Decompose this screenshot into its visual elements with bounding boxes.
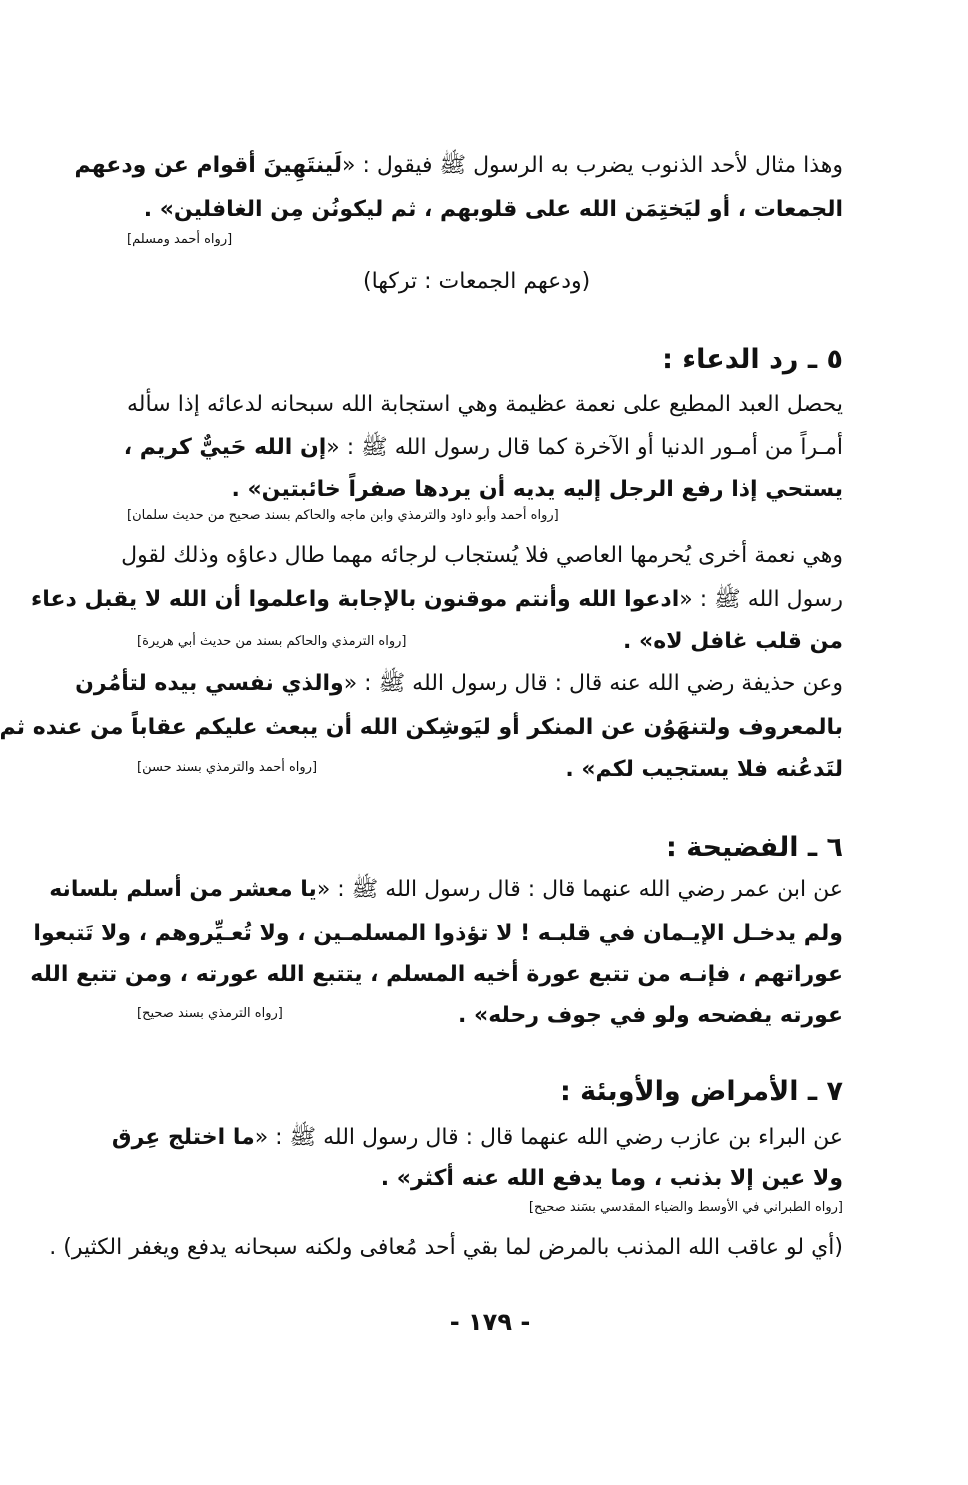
section-6-reference: [رواه الترمذي بسند صحيح]	[137, 1006, 283, 1021]
section-5-p1-reference: [رواه أحمد وأبو داود والترمذي وابن ماجه والحاكم بسند صحيح من حديث سلمان]	[127, 508, 559, 523]
section-7-line-1-hadith: ما اختلج عِرق	[111, 1125, 255, 1150]
intro-note: (ودعهم الجمعات : تركها)	[363, 269, 591, 294]
section-5-p3-reference: [رواه أحمد والترمذي بسند حسن]	[137, 760, 318, 775]
section-6-line-1-plain: عن ابن عمر رضي الله عنهما قال : قال رسول الله ﷺ : «	[316, 877, 843, 902]
section-5-p2-line-2-plain: رسول الله ﷺ : «	[679, 587, 843, 612]
section-5-p1-line-2-plain: أمـراً من أمـور الدنيا أو الآخرة كما قال رسول الله ﷺ : «	[326, 435, 843, 460]
section-5-p3-line-1-hadith: والذي نفسي بيده لتأمُرن	[75, 671, 344, 696]
section-5-p1-line-3: يستحي إذا رفع الرجل إليه يديه أن يردها صفراً خائبتين» .	[231, 477, 843, 502]
section-7-note: (أي لو عاقب الله المذنب بالمرض لما بقي أحد مُعافى ولكنه سبحانه يدفع ويغفر الكثير) .	[49, 1235, 843, 1260]
section-7-line-1-plain: عن البراء بن عازب رضي الله عنهما قال : قال رسول الله ﷺ : «	[254, 1125, 843, 1150]
section-7-heading: ٧ ـ الأمراض والأوبئة :	[559, 1076, 843, 1107]
section-5-p3-line-1-plain: وعن حذيفة رضي الله عنه قال : قال رسول الله ﷺ : «	[343, 671, 843, 696]
section-6-line-4: عورته يفضحه ولو في جوف رحله» .	[457, 1003, 843, 1028]
section-5-p2-line-2	[30, 580, 843, 620]
section-5-p3-line-1	[75, 664, 843, 704]
section-5-p2-line-1: وهي نعمة أخرى يُحرمها العاصي فلا يُستجاب لرجائه مهما طال دعاؤه وذلك لقول	[121, 543, 843, 568]
section-5-p1-line-2-hadith: إن الله حَييٌّ كريم ،	[123, 435, 327, 460]
section-6-line-2: ولم يدخـل الإيـمان في قلبـه ! لا تؤذوا المسلمـين ، ولا تُعـيِّروهم ، ولا تَتبعوا	[33, 921, 843, 946]
section-5-p2-reference: [رواه الترمذي والحاكم بسند من حديث أبي هريرة]	[137, 634, 407, 649]
section-6-line-1-hadith: يا معشر من أسلم بلسانه	[49, 877, 317, 902]
intro-line-1-hadith: لَينتَهِينَ أقوام عن ودعهم	[74, 153, 343, 178]
section-5-p3-line-3: لتَدعُنه فلا يستجيب لكم» .	[565, 757, 843, 782]
page-number: - ١٧٩ -	[449, 1308, 531, 1336]
intro-reference: [رواه أحمد ومسلم]	[127, 232, 233, 247]
section-5-p1-line-1: يحصل العبد المطيع على نعمة عظيمة وهي استجابة الله سبحانه لدعائه إذا سأله	[127, 392, 843, 417]
intro-line-2: الجمعات ، أو ليَختِمَن الله على قلوبهم ، ثم ليكونُن مِن الغافلين» .	[143, 197, 843, 222]
intro-line-1	[74, 146, 843, 186]
section-6-line-1	[49, 870, 843, 910]
section-6-heading: ٦ ـ الفضيحة :	[666, 832, 843, 863]
section-5-p1-line-2	[123, 428, 843, 468]
section-5-p3-line-2: بالمعروف ولتنهَوُن عن المنكر أو ليَوشِكن الله أن يبعث عليكم عقاباً من عنده ثم	[0, 715, 843, 740]
section-5-heading: ٥ ـ رد الدعاء :	[662, 344, 843, 375]
section-6-line-3: عوراتهم ، فإنـه من تتبع عورة أخيه المسلم ، يتتبع الله عورته ، ومن تتبع الله	[30, 962, 843, 987]
intro-line-1-plain: وهذا مثال لأحد الذنوب يضرب به الرسول ﷺ فيقول : «	[342, 153, 843, 178]
section-7-line-1	[111, 1118, 843, 1158]
section-7-reference: [رواه الطبراني في الأوسط والضياء المقدسي بسَند صحيح]	[528, 1200, 843, 1215]
section-5-p2-line-2-hadith: ادعوا الله وأنتم موقنون بالإجابة واعلموا أن الله لا يقبل دعاء	[30, 587, 680, 612]
section-7-line-2: ولا عين إلا بذنب ، وما يدفع الله عنه أكثر» .	[380, 1166, 843, 1191]
section-5-p2-line-3: من قلب غافل لاه» .	[623, 629, 843, 654]
